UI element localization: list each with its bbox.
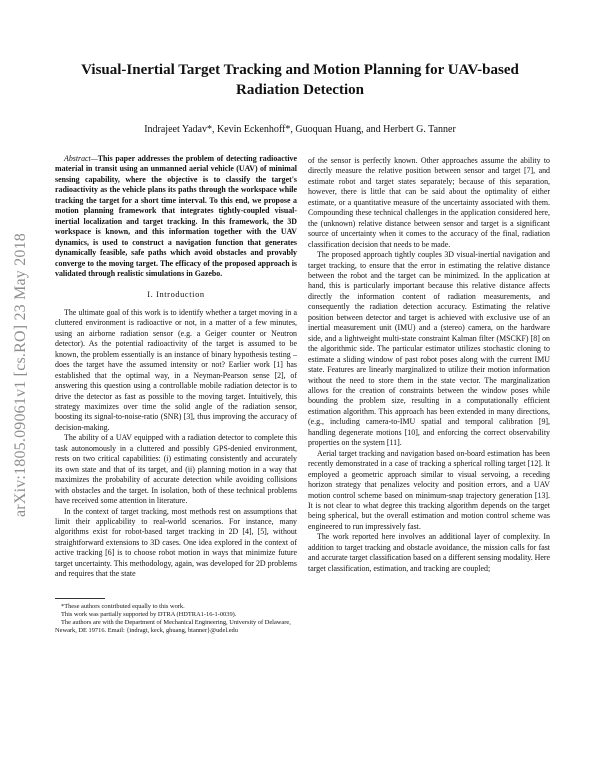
right-paragraph-1: of the sensor is perfectly known. Other approaches assume the ability to directly measure the relative position between sensor and target [7], and estimate robot and target states separately; because of this separation, however, there is little that can be said about the optimality of either estimate, or a quantitative measure of the uncertainty associated with them. Compounding these technical challenges in the application considered here, the (unknown) relative distance between sensor and target is a significant source of uncertainty when it comes to the accuracy of the final, radiation classification decision that needs to be made. bbox=[308, 156, 550, 249]
author-list: Indrajeet Yadav*, Kevin Eckenhoff*, Guoquan Huang, and Herbert G. Tanner bbox=[144, 124, 456, 135]
intro-paragraph-2: The ability of a UAV equipped with a radiation detector to complete this task autonomously in a cluttered and possibly GPS-denied environment, rests on two critical capabilities: (i) estimating consistently and accurately its own state and that of its target, and (ii) planning motion in a way that maximizes the probability of accurate detection while avoiding collisions with obstacles and the target. In isolation, both of these technical problems have received some attention in literature. bbox=[55, 433, 297, 506]
right-paragraph-4: The work reported here involves an additional layer of complexity. In addition to target tracking and obstacle avoidance, the mission calls for fast and accurate target classification based on a different sensing modality. Here target classification, estimation, and tracking are coupled; bbox=[308, 532, 550, 573]
right-paragraph-2: The proposed approach tightly couples 3D visual-inertial navigation and target tracking, to ensure that the error in estimating the relative distance between the robot and the target can be minimized. In the application at hand, this is particularly important because this relative distance affects directly the information content of radiation measurements, and consequently the radiation detection accuracy. Estimating the relative position between detector and target is achieved with exclusive use of an inertial measurement unit (IMU) and a (stereo) camera, on the hardware side, and a lightweight multi-state constraint Kalman filter (MSCKF) [8] on the algorithmic side. The particular estimator utilizes stochastic cloning to estimate a sliding window of past robot poses along with the current IMU state. Features are linearly marginalized to utilize their motion information without the need to store them in the state vector. The marginalization allows for the creation of constraints between the window poses while bounding the problem size, resulting in a computationally efficient estimation algorithm. This approach has been extended in many directions, (e.g., including camera-to-IMU spatial and temporal calibration [9], handling degenerate motions [10], and enforcing the correct observability properties on the system [11]. bbox=[308, 250, 550, 448]
section-heading-introduction: I. Introduction bbox=[147, 290, 205, 300]
abstract-lead: Abstract bbox=[64, 154, 91, 163]
right-paragraph-3: Aerial target tracking and navigation based on-board estimation has been recently demonstrated in a case of tracking a spherical rolling target [12]. It employed a geometric approach similar to visual servoing, a receding horizon strategy that penalizes velocity and position errors, and a UAV motion control scheme based on minimum-snap trajectory generation [13]. It is not clear to what degree this tracking algorithm depends on the target being spherical, but the overall estimation and motion control scheme was engineered to run impressively fast. bbox=[308, 448, 550, 531]
paper-title: Visual-Inertial Target Tracking and Motion Planning for UAV-based Radiation Detection bbox=[81, 62, 519, 98]
abstract: Abstract—This paper addresses the problem of detecting radioactive material in transit using an unmanned aerial vehicle (UAV) of minimal sensing capability, where the objective is to classify the target's radioactivity as the vehicle plans its paths through the workspace while tracking the target for a short time interval. To this end, we propose a motion planning framework that integrates tightly-coupled visual-inertial localization and target tracking. In this framework, the 3D workspace is known, and this information together with the UAV dynamics, is used to construct a navigation function that generates dynamically feasible, safe paths which avoid obstacles and provably converge to the moving target. The efficacy of the proposed approach is validated through realistic simulations in Gazebo. bbox=[55, 154, 297, 278]
footnote-equal-contribution: *These authors contributed equally to this work. bbox=[61, 602, 185, 610]
arxiv-identifier-text: arXiv:1805.09061v1 [cs.RO] 23 May 2018 bbox=[12, 232, 30, 518]
left-column bbox=[55, 154, 297, 635]
arxiv-identifier-stamp bbox=[6, 160, 36, 590]
intro-paragraph-3: In the context of target tracking, most methods rest on assumptions that limit their applicability to real-world scenarios. For instance, many algorithms exist for robot-based target tracking in 2D [4], [5], without straightforward extensions to 3D cases. One idea explored in the context of active tracking [6] is to choose robot motion in ways that minimize future target uncertainty. This methodology, again, was developed for 2D problems and requires that the state bbox=[55, 506, 297, 579]
intro-paragraph-1: The ultimate goal of this work is to identify whether a target moving in a cluttered environment is radioactive or not, in a matter of a few minutes, using an airborne radiation sensor (e.g. a Geiger counter or Neutron detector). As the potential radioactivity of the target is assumed to be known, the problem essentially is an instance of binary hypothesis testing – does the target have the assumed intensity or not? Earlier work [1] has established that the optimal way, in a Neyman-Pearson sense [2], of answering this question using a controllable mobile radiation detector is to drive the detector as fast as possible to the moving target. Intuitively, this strategy maximizes over time the solid angle of the radiation sensor, boosting its signal-to-noise-ratio (SNR) [3], thus improving the accuracy of decision-making. bbox=[55, 307, 297, 432]
footnote-funding: This work was partially supported by DTRA (HDTRA1-16-1-0039). bbox=[61, 610, 237, 618]
footnote-rule bbox=[55, 598, 105, 599]
footnotes bbox=[55, 603, 297, 636]
abstract-text: This paper addresses the problem of detecting radioactive material in transit using an unmanned aerial vehicle (UAV) of minimal sensing capability, where the objective is to classify the target's radioactivity as the vehicle plans its paths through the workspace while tracking the target for a short time interval. To this end, we propose a motion planning framework that integrates tightly-coupled visual-inertial localization and target tracking. In this framework, the 3D workspace is known, and this information together with the UAV dynamics, is used to construct a navigation function that generates dynamically feasible, safe paths which avoid obstacles and provably converge to the moving target. The efficacy of the proposed approach is validated through realistic simulations in Gazebo. bbox=[55, 154, 297, 278]
right-column bbox=[308, 156, 550, 574]
footnote-affiliation: The authors are with the Department of Mechanical Engineering, University of Delaware, Newark, DE 19716. Email: {indragt, keck, ghuang, btanner}@udel.edu bbox=[55, 619, 291, 635]
